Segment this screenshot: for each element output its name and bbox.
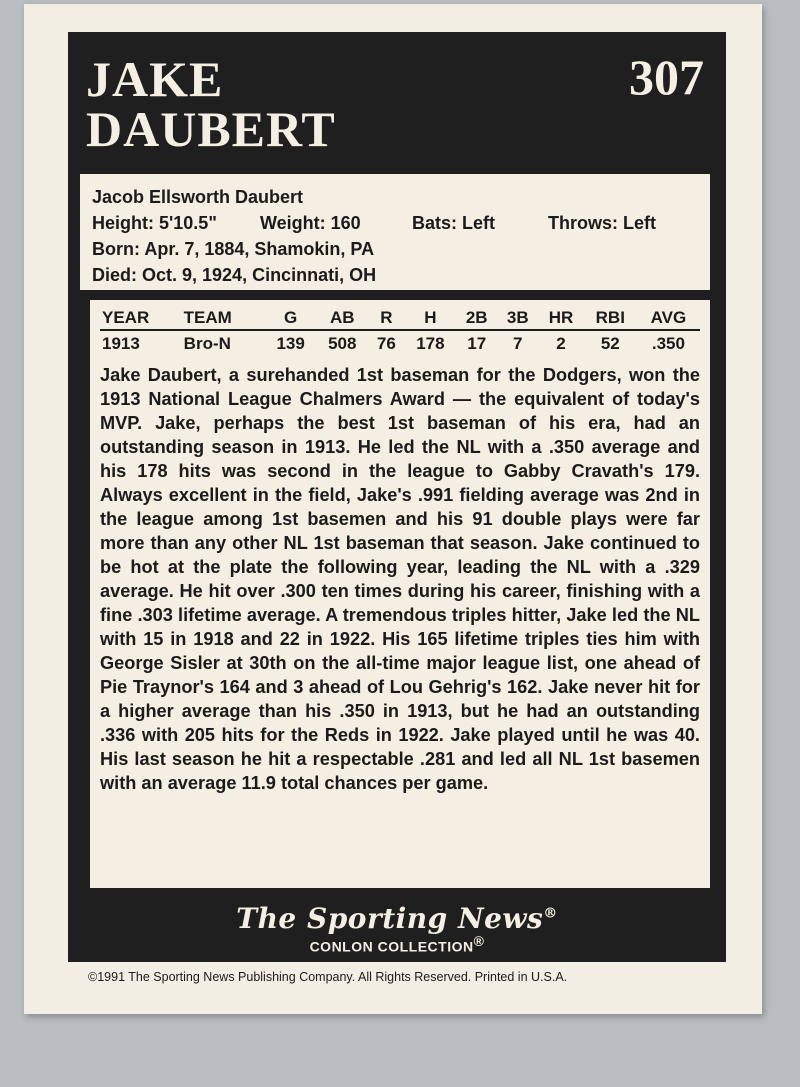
full-name: Jacob Ellsworth Daubert: [92, 187, 304, 207]
stats-panel: [90, 300, 710, 888]
card-number: 307: [629, 49, 704, 105]
stats-row: [100, 330, 700, 357]
player-first-name: JAKE: [86, 51, 224, 107]
collection-text: CONLON COLLECTION: [309, 938, 474, 955]
height: Height: 5'10.5": [92, 213, 217, 233]
player-name: [86, 51, 336, 157]
col-header: R: [368, 306, 405, 330]
stat-cell: 7: [512, 334, 523, 353]
sporting-news-logo: [68, 902, 726, 935]
player-last-name: DAUBERT: [86, 101, 336, 157]
stat-cell: 2: [556, 334, 566, 353]
stat-cell: 17: [467, 334, 487, 353]
col-header: 3B: [497, 306, 538, 330]
stat-cell: .350: [651, 334, 685, 353]
baseball-card-back: [24, 4, 762, 1014]
career-blurb: Jake Daubert, a surehanded 1st baseman for the Dodgers, won the 1913 National League Chalmers Award — the equivalent of today's MVP. Jake, perhaps the best 1st baseman of his era, had an outstanding season in 1913. He led the NL with a .350 average and his 178 hits was second in the league to Gabby Cravath's 179. Always excellent in the field, Jake's .991 fielding average was 2nd in the league among 1st basemen and his 91 double plays were far more than any other NL 1st baseman that season. Jake continued to be hot at the plate the following year, leading the NL with a .329 average. He hit over .300 ten times during his career, finishing with a fine .303 lifetime average. A tremendous triples hitter, Jake led the NL with 15 in 1918 and 22 in 1922. His 165 lifetime triples ties him with George Sisler at 30th on the all-time major league list, one ahead of Pie Traynor's 164 and 3 ahead of Lou Gehrig's 162. Jake never hit for a higher average than his .350 in 1913, but he had an outstanding .336 with 205 hits for the Reds in 1922. Jake played until he was 40. His last season he hit a respectable .281 and led all NL 1st basemen with an average 11.9 total chances per game.: [100, 365, 700, 793]
card-frame: [68, 32, 726, 962]
stat-cell: 76: [376, 334, 396, 353]
logo-text: The Sporting News: [236, 902, 544, 935]
footer-brand: [68, 888, 726, 962]
card-header: [68, 32, 726, 172]
died: Died: Oct. 9, 1924, Cincinnati, OH: [92, 265, 377, 285]
born: Born: Apr. 7, 1884, Shamokin, PA: [92, 239, 375, 259]
col-header: G: [265, 306, 317, 330]
col-header: 2B: [456, 306, 497, 330]
col-header: H: [405, 306, 457, 330]
throws: Throws: Left: [548, 213, 656, 233]
col-header: YEAR: [100, 306, 182, 330]
col-header: AVG: [637, 306, 700, 330]
weight: Weight: 160: [260, 213, 361, 233]
physical-row: [92, 210, 698, 236]
col-header: RBI: [584, 306, 637, 330]
stat-cell: Bro-N: [183, 334, 231, 353]
bats: Bats: Left: [412, 213, 496, 233]
stat-cell: 52: [600, 334, 620, 353]
conlon-collection: [68, 933, 726, 955]
stats-table: [100, 306, 700, 357]
copyright-line: ©1991 The Sporting News Publishing Company. All Rights Reserved. Printed in U.S.A.: [88, 970, 568, 984]
bio-panel: [80, 174, 710, 290]
registered-mark: ®: [473, 933, 485, 949]
stat-cell: 139: [276, 334, 305, 353]
col-header: AB: [316, 306, 368, 330]
stats-header-row: [100, 306, 700, 330]
stat-cell: 178: [416, 334, 445, 353]
col-header: TEAM: [182, 306, 265, 330]
stat-cell: 508: [328, 334, 357, 353]
stat-cell: 1913: [102, 334, 140, 353]
col-header: HR: [538, 306, 584, 330]
registered-mark: ®: [543, 905, 558, 922]
